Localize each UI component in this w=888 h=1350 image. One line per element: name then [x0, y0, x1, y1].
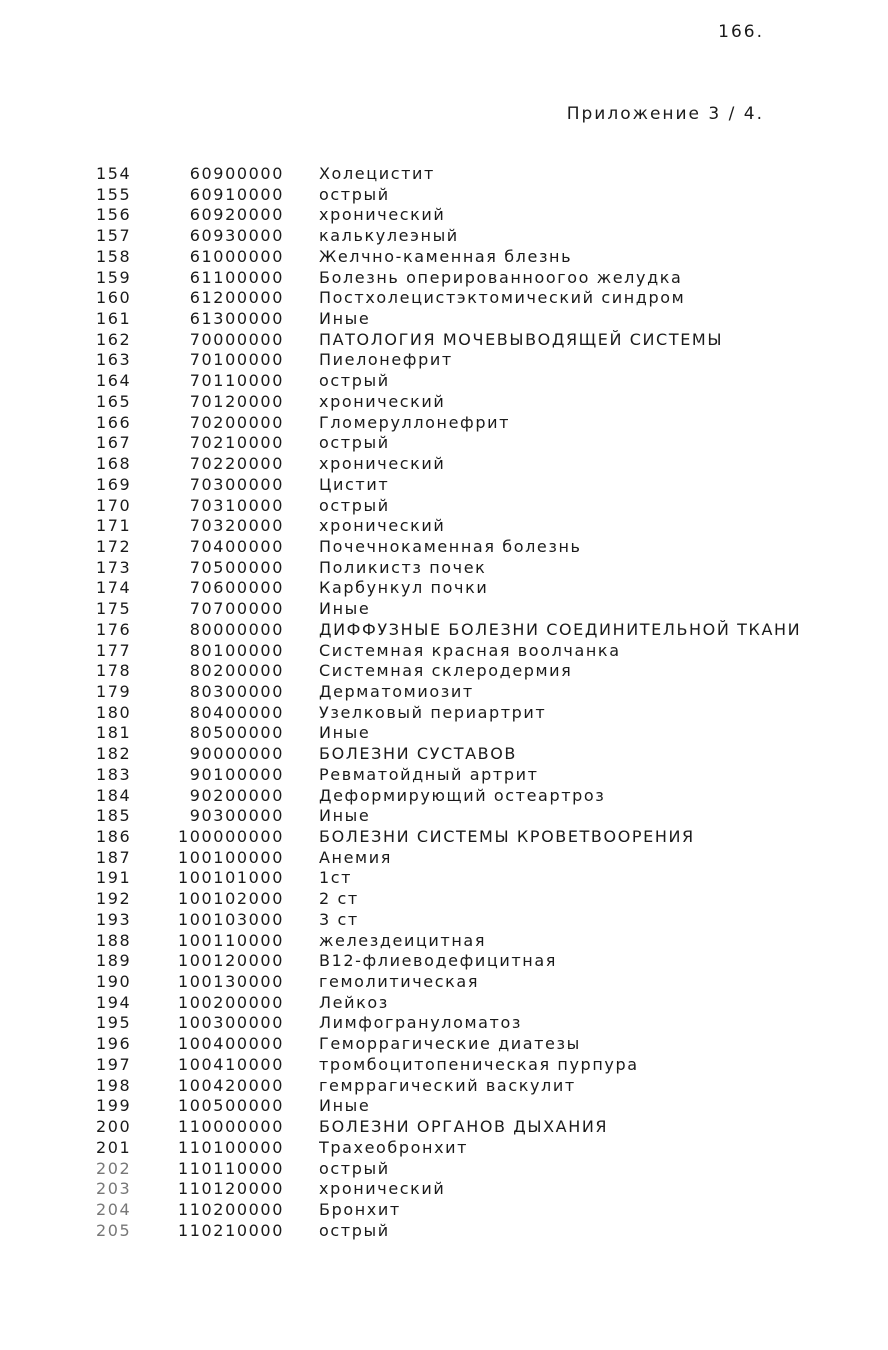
row-diagnosis: Системная склеродермия	[319, 661, 573, 681]
row-diagnosis: острый	[319, 1158, 390, 1178]
table-row	[0, 599, 888, 620]
row-code: 60900000	[189, 164, 284, 183]
row-diagnosis: Бронхит	[319, 1199, 401, 1219]
row-diagnosis: БОЛЕЗНИ СУСТАВОВ	[319, 744, 518, 764]
row-code: 110110000	[177, 1158, 284, 1178]
row-number: 181	[96, 723, 132, 743]
row-diagnosis: Поликистз почек	[319, 557, 487, 577]
table-row	[0, 288, 888, 309]
row-number: 202	[96, 1158, 132, 1178]
row-number: 175	[96, 599, 132, 619]
row-number: 167	[96, 433, 132, 453]
row-code: 100110000	[177, 930, 284, 950]
table-row	[0, 682, 888, 703]
row-code: 61200000	[189, 288, 284, 308]
row-code: 100130000	[177, 972, 284, 992]
row-diagnosis: Лимфогрануломатоз	[319, 1013, 522, 1033]
row-code: 110100000	[177, 1137, 284, 1157]
row-diagnosis: Почечнокаменная болезнь	[319, 536, 582, 556]
table-row	[0, 392, 888, 413]
table-row	[0, 1179, 888, 1200]
row-code: 80200000	[189, 661, 284, 681]
row-number: 172	[96, 536, 132, 556]
table-row	[0, 910, 888, 931]
row-diagnosis: ДИФФУЗНЫЕ БОЛЕЗНИ СОЕДИНИТЕЛЬНОЙ ТКАНИ	[319, 619, 802, 639]
row-code: 70500000	[189, 557, 284, 577]
table-row	[0, 1117, 888, 1138]
table-row	[0, 993, 888, 1014]
row-diagnosis: БОЛЕЗНИ СИСТЕМЫ КРОВЕТВООРЕНИЯ	[319, 827, 695, 846]
table-row	[0, 226, 888, 247]
row-diagnosis: 2 ст	[319, 889, 359, 909]
row-code: 60920000	[189, 205, 284, 225]
row-diagnosis: Пиелонефрит	[319, 350, 453, 370]
table-row	[0, 641, 888, 662]
row-code: 80500000	[189, 723, 284, 743]
row-number: 155	[96, 184, 132, 204]
row-number: 177	[96, 640, 132, 660]
row-code: 110210000	[177, 1220, 284, 1240]
row-code: 90200000	[189, 785, 284, 805]
table-row	[0, 1055, 888, 1076]
row-number: 176	[96, 619, 132, 639]
row-number: 154	[96, 164, 132, 183]
row-number: 174	[96, 578, 132, 598]
table-row	[0, 744, 888, 765]
table-row	[0, 889, 888, 910]
row-number: 156	[96, 205, 132, 225]
table-row	[0, 1221, 888, 1242]
table-row	[0, 185, 888, 206]
row-diagnosis: Иные	[319, 599, 371, 619]
row-diagnosis: острый	[319, 184, 390, 204]
row-code: 90100000	[189, 764, 284, 784]
row-diagnosis: 3 ст	[319, 909, 359, 929]
row-diagnosis: Болезнь оперированноогоо желудка	[319, 267, 683, 287]
row-code: 60930000	[189, 226, 284, 246]
row-number: 164	[96, 371, 132, 391]
row-diagnosis: острый	[319, 1220, 390, 1240]
row-diagnosis: хронический	[319, 205, 446, 225]
row-diagnosis: Карбункул почки	[319, 578, 489, 598]
row-diagnosis: тромбоцитопеническая пурпура	[319, 1054, 639, 1074]
row-number: 198	[96, 1075, 132, 1095]
row-code: 90000000	[189, 744, 284, 764]
row-number: 179	[96, 681, 132, 701]
row-code: 100300000	[177, 1013, 284, 1033]
table-row	[0, 1034, 888, 1055]
row-diagnosis: Деформирующий остеартроз	[319, 785, 606, 805]
table-row	[0, 268, 888, 289]
row-number: 159	[96, 267, 132, 287]
row-diagnosis: острый	[319, 433, 390, 453]
table-row	[0, 496, 888, 517]
row-code: 80100000	[189, 640, 284, 660]
row-code: 61300000	[189, 309, 284, 329]
row-code: 100103000	[177, 909, 284, 929]
table-row	[0, 931, 888, 952]
row-code: 100000000	[177, 827, 284, 846]
row-diagnosis: Цистит	[319, 474, 390, 494]
row-code: 80000000	[189, 619, 284, 639]
row-code: 70600000	[189, 578, 284, 598]
row-code: 70300000	[189, 474, 284, 494]
row-diagnosis: желездеицитная	[319, 930, 487, 950]
row-code: 70110000	[189, 371, 284, 391]
row-number: 178	[96, 661, 132, 681]
row-diagnosis: Лейкоз	[319, 992, 389, 1012]
row-code: 70000000	[189, 329, 284, 349]
row-diagnosis: гемолитическая	[319, 972, 480, 992]
row-number: 157	[96, 226, 132, 246]
row-diagnosis: хронический	[319, 516, 446, 536]
table-row	[0, 786, 888, 807]
table-row	[0, 868, 888, 889]
row-diagnosis: Трахеобронхит	[319, 1137, 469, 1157]
row-code: 110200000	[177, 1199, 284, 1219]
row-code: 70200000	[189, 412, 284, 432]
row-code: 61000000	[189, 246, 284, 266]
row-number: 170	[96, 495, 132, 515]
row-number: 163	[96, 350, 132, 370]
row-code: 70700000	[189, 599, 284, 619]
row-number: 189	[96, 951, 132, 971]
row-code: 70320000	[189, 516, 284, 536]
row-diagnosis: Иные	[319, 309, 371, 329]
row-diagnosis: ПАТОЛОГИЯ МОЧЕВЫВОДЯЩЕЙ СИСТЕМЫ	[319, 329, 724, 349]
table-row	[0, 1076, 888, 1097]
table-row	[0, 247, 888, 268]
row-diagnosis: Гломеруллонефрит	[319, 412, 511, 432]
row-code: 70400000	[189, 536, 284, 556]
row-code: 100200000	[177, 992, 284, 1012]
row-code: 110000000	[177, 1117, 284, 1137]
row-number: 190	[96, 972, 132, 992]
row-number: 169	[96, 474, 132, 494]
table-row	[0, 703, 888, 724]
row-number: 203	[96, 1179, 132, 1199]
row-number: 195	[96, 1013, 132, 1033]
row-number: 205	[96, 1220, 132, 1240]
row-code: 70220000	[189, 454, 284, 474]
row-number: 193	[96, 909, 132, 929]
table-row	[0, 661, 888, 682]
row-number: 199	[96, 1096, 132, 1116]
row-diagnosis: Желчно-каменная блезнь	[319, 246, 573, 266]
row-number: 187	[96, 847, 132, 867]
table-row	[0, 578, 888, 599]
row-diagnosis: острый	[319, 371, 390, 391]
row-diagnosis: острый	[319, 495, 390, 515]
row-number: 182	[96, 744, 132, 764]
row-diagnosis: хронический	[319, 391, 446, 411]
row-code: 100400000	[177, 1034, 284, 1054]
table-row	[0, 205, 888, 226]
row-code: 70120000	[189, 391, 284, 411]
table-row	[0, 1013, 888, 1034]
row-diagnosis: 1ст	[319, 868, 353, 888]
appendix-label: Приложение 3 / 4.	[566, 104, 764, 124]
table-row	[0, 537, 888, 558]
row-code: 70210000	[189, 433, 284, 453]
row-diagnosis: Иные	[319, 806, 371, 826]
table-row	[0, 413, 888, 434]
row-number: 185	[96, 806, 132, 826]
row-number: 173	[96, 557, 132, 577]
row-code: 80300000	[189, 681, 284, 701]
row-code: 70310000	[189, 495, 284, 515]
row-number: 204	[96, 1199, 132, 1219]
row-number: 186	[96, 827, 132, 846]
table-row	[0, 765, 888, 786]
page-number: 166.	[718, 22, 764, 42]
row-number: 197	[96, 1054, 132, 1074]
row-number: 196	[96, 1034, 132, 1054]
table-row	[0, 454, 888, 475]
row-diagnosis: Дерматомиозит	[319, 681, 474, 701]
row-code: 100410000	[177, 1054, 284, 1074]
table-row	[0, 1096, 888, 1117]
row-code: 80400000	[189, 702, 284, 722]
row-number: 171	[96, 516, 132, 536]
row-number: 161	[96, 309, 132, 329]
table-row	[0, 475, 888, 496]
row-code: 61100000	[189, 267, 284, 287]
row-code: 90300000	[189, 806, 284, 826]
table-row	[0, 1159, 888, 1180]
disease-code-table	[0, 164, 888, 1241]
table-row	[0, 723, 888, 744]
row-number: 165	[96, 391, 132, 411]
row-number: 192	[96, 889, 132, 909]
row-code: 60910000	[189, 184, 284, 204]
row-code: 70100000	[189, 350, 284, 370]
table-row	[0, 330, 888, 351]
table-row	[0, 848, 888, 869]
row-code: 100120000	[177, 951, 284, 971]
table-row	[0, 350, 888, 371]
row-number: 162	[96, 329, 132, 349]
row-number: 201	[96, 1137, 132, 1157]
row-code: 100420000	[177, 1075, 284, 1095]
table-row	[0, 620, 888, 641]
row-number: 168	[96, 454, 132, 474]
row-diagnosis: хронический	[319, 1179, 446, 1199]
table-row	[0, 309, 888, 330]
row-code: 100101000	[177, 868, 284, 888]
row-number: 158	[96, 246, 132, 266]
row-diagnosis: Иные	[319, 1096, 371, 1116]
row-number: 180	[96, 702, 132, 722]
table-row	[0, 972, 888, 993]
row-diagnosis: Ревматойдный артрит	[319, 764, 539, 784]
row-diagnosis: Иные	[319, 723, 371, 743]
table-row	[0, 951, 888, 972]
row-code: 100102000	[177, 889, 284, 909]
row-diagnosis: гемррагический васкулит	[319, 1075, 576, 1095]
table-row	[0, 516, 888, 537]
table-row	[0, 433, 888, 454]
table-row	[0, 827, 888, 848]
row-number: 188	[96, 930, 132, 950]
table-row	[0, 558, 888, 579]
row-diagnosis: хронический	[319, 454, 446, 474]
table-row	[0, 1138, 888, 1159]
row-number: 160	[96, 288, 132, 308]
row-code: 110120000	[177, 1179, 284, 1199]
row-diagnosis: Постхолецистэктомический синдром	[319, 288, 686, 308]
row-diagnosis: Холецистит	[319, 164, 435, 183]
row-diagnosis: В12-флиеводефицитная	[319, 951, 557, 971]
row-diagnosis: Геморрагические диатезы	[319, 1034, 581, 1054]
row-diagnosis: Анемия	[319, 847, 392, 867]
table-row	[0, 1200, 888, 1221]
row-number: 183	[96, 764, 132, 784]
table-row	[0, 371, 888, 392]
row-number: 191	[96, 868, 132, 888]
row-number: 194	[96, 992, 132, 1012]
row-code: 100500000	[177, 1096, 284, 1116]
row-diagnosis: Узелковый периартрит	[319, 702, 547, 722]
row-diagnosis: Системная красная воолчанка	[319, 640, 621, 660]
row-code: 100100000	[177, 847, 284, 867]
row-diagnosis: калькулеэный	[319, 226, 459, 246]
row-diagnosis: БОЛЕЗНИ ОРГАНОВ ДЫХАНИЯ	[319, 1117, 609, 1137]
table-row	[0, 164, 888, 185]
row-number: 166	[96, 412, 132, 432]
row-number: 200	[96, 1117, 132, 1137]
table-row	[0, 806, 888, 827]
row-number: 184	[96, 785, 132, 805]
